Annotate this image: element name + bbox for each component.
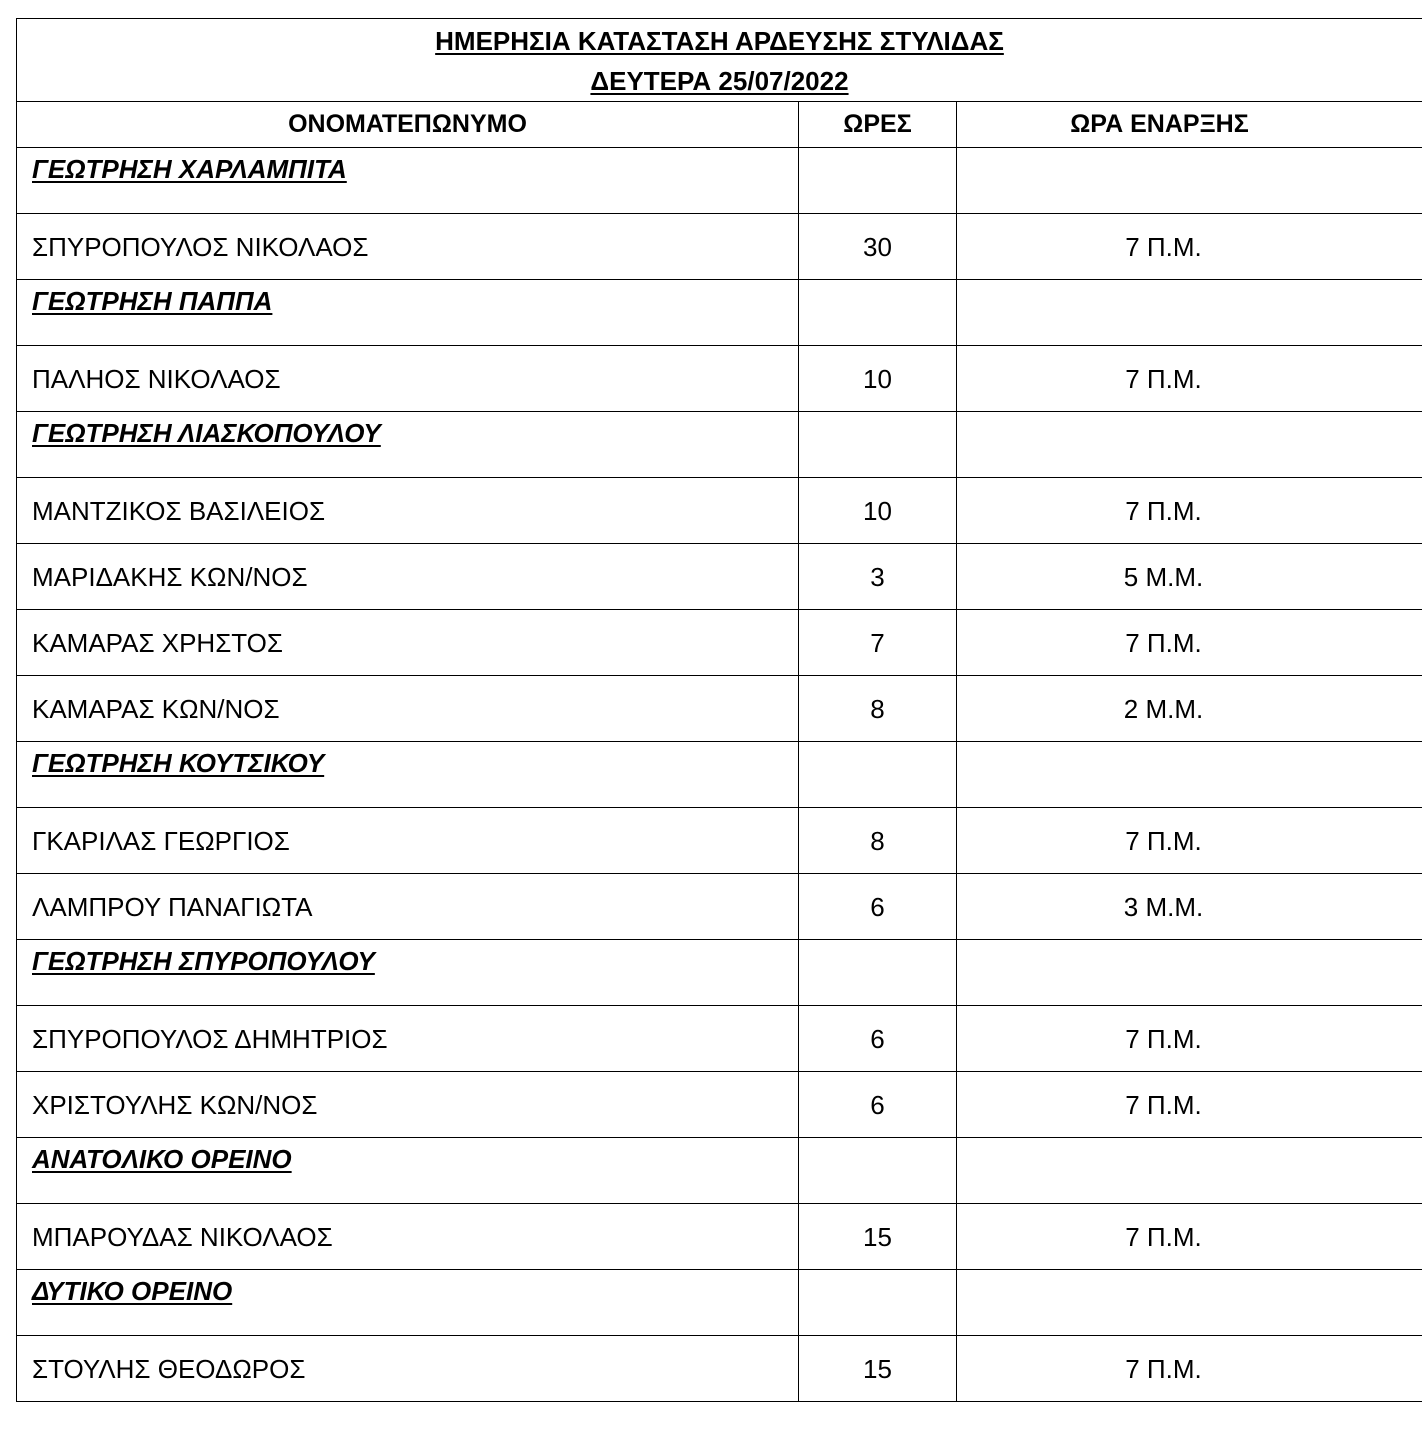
table-row (17, 1204, 1422, 1270)
section-name: ΑΝΑΤΟΛΙΚΟ ΟΡΕΙΝΟ (32, 1144, 292, 1174)
hours-cell (799, 742, 957, 807)
hours-cell (799, 940, 957, 1005)
person-name-cell: ΓΚΑΡΙΛΑΣ ΓΕΩΡΓΙΟΣ (17, 808, 799, 873)
hours-cell (799, 148, 957, 213)
section-header-row (17, 1270, 1422, 1336)
section-name-cell (17, 940, 799, 1005)
table-row (17, 1072, 1422, 1138)
person-name-cell: ΚΑΜΑΡΑΣ ΚΩΝ/ΝΟΣ (17, 676, 799, 741)
start-time-cell: 7 Π.Μ. (1125, 1221, 1202, 1252)
table-row (17, 808, 1422, 874)
start-time-cell: 7 Π.Μ. (1125, 627, 1202, 658)
hours-cell: 7 (799, 610, 957, 675)
section-header-row (17, 412, 1422, 478)
section-header-row (17, 280, 1422, 346)
section-name-cell (17, 742, 799, 807)
start-time-cell: 7 Π.Μ. (1125, 1089, 1202, 1120)
section-name-cell (17, 1138, 799, 1203)
person-name-cell: ΧΡΙΣΤΟΥΛΗΣ ΚΩΝ/ΝΟΣ (17, 1072, 799, 1137)
start-time-cell: 7 Π.Μ. (1125, 1353, 1202, 1384)
hours-cell: 10 (799, 478, 957, 543)
table-row (17, 544, 1422, 610)
table-row (17, 610, 1422, 676)
start-time-cell (957, 1270, 1422, 1335)
start-time-cell: 5 Μ.Μ. (1123, 561, 1204, 592)
person-name-cell: ΛΑΜΠΡΟΥ ΠΑΝΑΓΙΩΤΑ (17, 874, 799, 939)
start-time-cell: 3 Μ.Μ. (1123, 891, 1204, 922)
section-header-row (17, 1138, 1422, 1204)
start-time-cell: 7 Π.Μ. (1125, 363, 1202, 394)
start-time-cell (957, 1138, 1422, 1203)
section-header-row (17, 148, 1422, 214)
section-name: ΔΥΤΙΚΟ ΟΡΕΙΝΟ (32, 1276, 233, 1306)
hours-cell: 6 (799, 874, 957, 939)
hours-cell: 15 (799, 1204, 957, 1269)
start-time-cell: 7 Π.Μ. (1125, 825, 1202, 856)
person-name-cell: ΜΑΡΙΔΑΚΗΣ ΚΩΝ/ΝΟΣ (17, 544, 799, 609)
hours-cell (799, 1138, 957, 1203)
start-time-cell (957, 148, 1422, 213)
table-row (17, 676, 1422, 742)
section-name: ΓΕΩΤΡΗΣΗ ΧΑΡΛΑΜΠΙΤΑ (32, 154, 347, 184)
start-time-cell: 7 Π.Μ. (1125, 231, 1202, 262)
section-name-cell (17, 148, 799, 213)
table-row (17, 1336, 1422, 1402)
section-header-row (17, 742, 1422, 808)
hours-cell (799, 412, 957, 477)
table-header-row (17, 102, 1422, 148)
person-name-cell: ΜΑΝΤΖΙΚΟΣ ΒΑΣΙΛΕΙΟΣ (17, 478, 799, 543)
table-row (17, 1006, 1422, 1072)
start-time-cell (957, 742, 1422, 807)
document-date: ΔΕΥΤΕΡΑ 25/07/2022 (590, 66, 849, 96)
header-hours: ΩΡΕΣ (799, 102, 957, 147)
start-time-cell (957, 280, 1422, 345)
hours-cell: 3 (799, 544, 957, 609)
start-time-cell (957, 940, 1422, 1005)
document-title: ΗΜΕΡΗΣΙΑ ΚΑΤΑΣΤΑΣΗ ΑΡΔΕΥΣΗΣ ΣΤΥΛΙΔΑΣ (435, 26, 1004, 56)
hours-cell (799, 280, 957, 345)
start-time-cell (957, 412, 1422, 477)
hours-cell (799, 1270, 957, 1335)
person-name-cell: ΣΤΟΥΛΗΣ ΘΕΟΔΩΡΟΣ (17, 1336, 799, 1401)
table-row (17, 214, 1422, 280)
hours-cell: 30 (799, 214, 957, 279)
person-name-cell: ΣΠΥΡΟΠΟΥΛΟΣ ΝΙΚΟΛΑΟΣ (17, 214, 799, 279)
start-time-cell: 7 Π.Μ. (1125, 1023, 1202, 1054)
hours-cell: 15 (799, 1336, 957, 1401)
start-time-cell: 2 Μ.Μ. (1123, 693, 1204, 724)
person-name-cell: ΜΠΑΡΟΥΔΑΣ ΝΙΚΟΛΑΟΣ (17, 1204, 799, 1269)
section-name-cell (17, 1270, 799, 1335)
table-row (17, 874, 1422, 940)
section-name-cell (17, 412, 799, 477)
hours-cell: 10 (799, 346, 957, 411)
table-body (17, 148, 1422, 1402)
section-name: ΓΕΩΤΡΗΣΗ ΠΑΠΠΑ (32, 286, 273, 316)
hours-cell: 6 (799, 1006, 957, 1071)
hours-cell: 8 (799, 808, 957, 873)
person-name-cell: ΠΑΛΗΟΣ ΝΙΚΟΛΑΟΣ (17, 346, 799, 411)
section-name: ΓΕΩΤΡΗΣΗ ΣΠΥΡΟΠΟΥΛΟΥ (32, 946, 375, 976)
section-name-cell (17, 280, 799, 345)
header-start-time: ΩΡΑ ΕΝΑΡΞΗΣ (1070, 110, 1249, 138)
section-header-row (17, 940, 1422, 1006)
start-time-cell: 7 Π.Μ. (1125, 495, 1202, 526)
section-name: ΓΕΩΤΡΗΣΗ ΚΟΥΤΣΙΚΟΥ (32, 748, 325, 778)
hours-cell: 6 (799, 1072, 957, 1137)
document-title-block (17, 19, 1422, 102)
irrigation-schedule-table (16, 18, 1422, 1402)
table-row (17, 478, 1422, 544)
person-name-cell: ΣΠΥΡΟΠΟΥΛΟΣ ΔΗΜΗΤΡΙΟΣ (17, 1006, 799, 1071)
header-name: ΟΝΟΜΑΤΕΠΩΝΥΜΟ (17, 102, 799, 147)
section-name: ΓΕΩΤΡΗΣΗ ΛΙΑΣΚΟΠΟΥΛΟΥ (32, 418, 381, 448)
person-name-cell: ΚΑΜΑΡΑΣ ΧΡΗΣΤΟΣ (17, 610, 799, 675)
table-row (17, 346, 1422, 412)
hours-cell: 8 (799, 676, 957, 741)
